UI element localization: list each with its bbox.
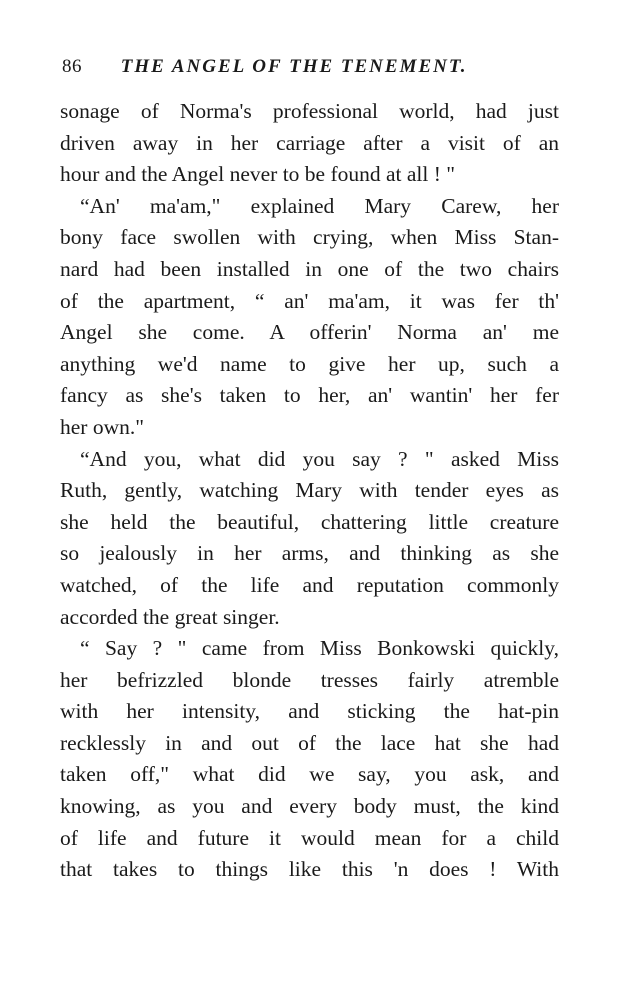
text-line: Angel she come. A offerin' Norma an' me bbox=[60, 320, 559, 345]
text-line: she held the beautiful, chattering little creature bbox=[60, 509, 559, 534]
text-line: nard had been installed in one of the two chairs bbox=[60, 256, 559, 281]
body-text bbox=[60, 96, 559, 886]
text-line: knowing, as you and every body must, the kind bbox=[60, 794, 559, 819]
text-line: sonage of Norma's professional world, had just bbox=[60, 99, 559, 123]
text-line: “And you, what did you say ? " asked Miss bbox=[80, 446, 559, 471]
running-head bbox=[62, 52, 562, 82]
running-title: THE ANGEL OF THE TENEMENT. bbox=[120, 56, 468, 77]
text-line: driven away in her carriage after a visit of an bbox=[60, 130, 559, 155]
text-line: with her intensity, and sticking the hat-pin bbox=[60, 699, 559, 724]
text-line: accorded the great singer. bbox=[60, 604, 280, 629]
text-line: watched, of the life and reputation commonly bbox=[60, 572, 559, 597]
text-line: her befrizzled blonde tresses fairly atremble bbox=[60, 667, 559, 692]
text-line: so jealously in her arms, and thinking as she bbox=[60, 541, 559, 566]
page-number: 86 bbox=[62, 56, 82, 77]
text-line: fancy as she's taken to her, an' wantin' her fer bbox=[60, 383, 559, 408]
text-line: that takes to things like this 'n does ! With bbox=[60, 857, 559, 882]
text-line: of life and future it would mean for a child bbox=[60, 825, 559, 850]
text-line: “An' ma'am," explained Mary Carew, her bbox=[80, 193, 559, 218]
text-line: anything we'd name to give her up, such a bbox=[60, 351, 559, 376]
text-line: recklessly in and out of the lace hat she had bbox=[60, 730, 559, 755]
text-line: Ruth, gently, watching Mary with tender eyes as bbox=[60, 478, 559, 503]
text-line: hour and the Angel never to be found at all ! " bbox=[60, 162, 456, 187]
text-line: her own." bbox=[60, 414, 145, 439]
text-line: bony face swollen with crying, when Miss Stan- bbox=[60, 225, 559, 250]
text-line: of the apartment, “ an' ma'am, it was fer th' bbox=[60, 288, 559, 313]
text-line: “ Say ? " came from Miss Bonkowski quickly, bbox=[80, 636, 559, 661]
text-line: taken off," what did we say, you ask, and bbox=[60, 762, 559, 787]
